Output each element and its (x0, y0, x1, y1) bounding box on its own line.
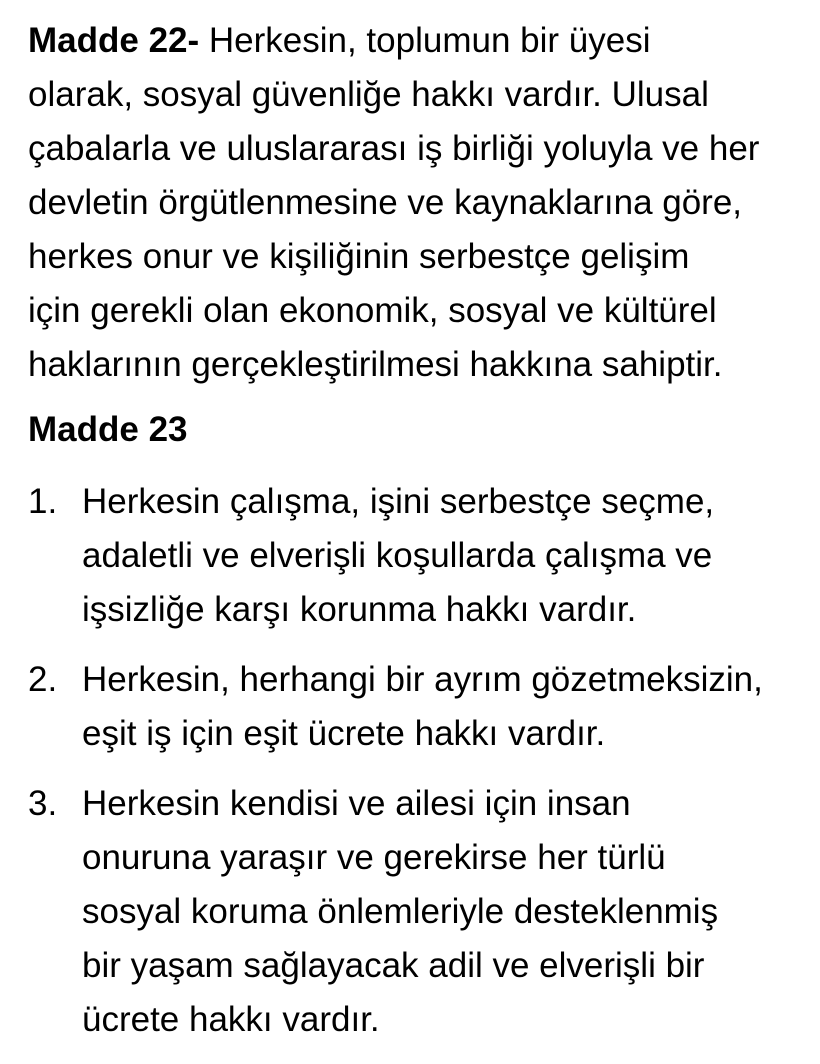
list-item-line: işsizliğe karşı korunma hakkı vardır. (82, 590, 637, 629)
article-22-first-line (28, 14, 808, 68)
list-item-line: sosyal koruma önlemleriyle desteklenmiş (82, 892, 719, 931)
article-22-line: için gerekli olan ekonomik, sosyal ve kültürel (28, 291, 717, 330)
list-item-line: Herkesin çalışma, işini serbestçe seçme, (82, 482, 715, 521)
article-22-line: devletin örgütlenmesine ve kaynaklarına göre, (28, 183, 743, 222)
list-item-line: ücrete hakkı vardır. (82, 1000, 380, 1039)
list-item-number: 3. (28, 784, 58, 823)
article-22-line: haklarının gerçekleştirilmesi hakkına sahiptir. (28, 345, 723, 384)
list-item-number: 1. (28, 482, 58, 521)
article-22 (28, 14, 808, 392)
article-22-line: herkes onur ve kişiliğinin serbestçe gelişim (28, 237, 690, 276)
list-item-line: bir yaşam sağlayacak adil ve elverişli bir (82, 946, 705, 985)
article-22-line: çabalarla ve uluslararası iş birliği yoluyla ve her (28, 129, 760, 168)
article-22-intro: Herkesin, toplumun bir üyesi (199, 21, 651, 60)
list-item-line: eşit iş için eşit ücrete hakkı vardır. (82, 714, 606, 753)
list-item-text (82, 777, 820, 1047)
article-22-line: olarak, sosyal güvenliğe hakkı vardır. Ulusal (28, 75, 709, 114)
list-item-line: onuruna yaraşır ve gerekirse her türlü (82, 838, 666, 877)
list-item-line: Herkesin, herhangi bir ayrım gözetmeksizin, (82, 660, 763, 699)
list-item-text (82, 475, 820, 637)
list-item-line: Herkesin kendisi ve ailesi için insan (82, 784, 631, 823)
article-23-title: Madde 23 (28, 410, 188, 449)
list-item-text (82, 653, 820, 761)
list-item-line: adaletli ve elverişli koşullarda çalışma ve (82, 536, 713, 575)
list-item-number: 2. (28, 660, 58, 699)
article-22-title: Madde 22- (28, 21, 200, 60)
